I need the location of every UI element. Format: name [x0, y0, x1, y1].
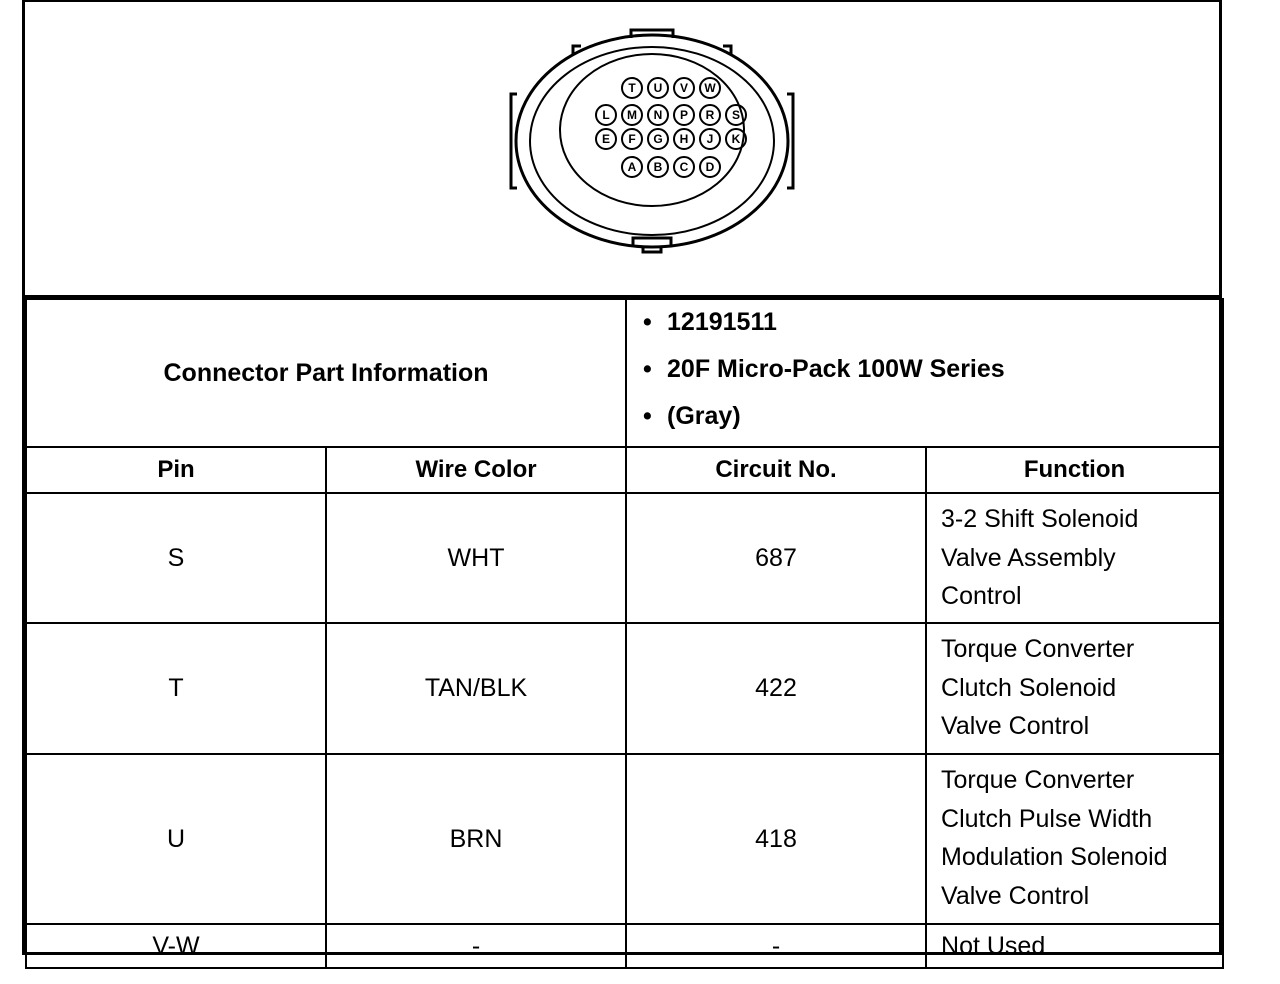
wire-color-cell: WHT: [326, 493, 626, 623]
function-line: Not Used: [941, 931, 1046, 960]
pin-cell: U: [26, 754, 326, 924]
pin-letter-f: F: [628, 132, 636, 146]
table-row: [26, 924, 1223, 968]
function-cell: [926, 924, 1223, 968]
function-line: 3-2 Shift Solenoid: [941, 505, 1139, 533]
function-line: Valve Control: [941, 712, 1090, 740]
pin-letter-a: A: [627, 160, 637, 174]
function-line: Clutch Pulse Width: [941, 804, 1153, 833]
table-row: [26, 623, 1223, 754]
pin-letter-w: W: [704, 81, 716, 95]
pin-letter-u: U: [653, 81, 663, 95]
wire-color-cell: TAN/BLK: [326, 623, 626, 754]
part-info-item: [643, 349, 1222, 396]
function-line: Clutch Solenoid: [941, 673, 1117, 702]
connector-face-drawing: [25, 2, 1222, 296]
pin-letter-s: S: [731, 108, 741, 122]
bullet-icon: •: [643, 308, 652, 336]
circuit-cell: 422: [626, 623, 926, 754]
circuit-cell: -: [626, 924, 926, 968]
header-wire-color: Wire Color: [326, 447, 626, 493]
connector-series: 20F Micro-Pack 100W Series: [667, 355, 1005, 383]
table-row: [26, 493, 1223, 623]
part-info-row: [26, 299, 1223, 447]
connector-diagram: [25, 2, 1219, 298]
pin-letter-v: V: [679, 81, 689, 95]
function-cell: [926, 623, 1223, 754]
pin-letter-h: H: [679, 132, 689, 146]
connector-outer-shell: [516, 35, 788, 247]
pin-cell: V-W: [26, 924, 326, 968]
pin-letter-p: P: [679, 108, 689, 122]
bullet-icon: •: [643, 402, 652, 430]
function-line: Valve Control: [941, 881, 1090, 910]
pin-letter-l: L: [602, 108, 610, 122]
wire-color-cell: BRN: [326, 754, 626, 924]
bullet-icon: •: [643, 355, 652, 383]
pin-letter-c: C: [679, 160, 689, 174]
part-info-item: [643, 302, 1222, 349]
function-line: Valve Assembly: [941, 543, 1116, 572]
pin-letter-n: N: [653, 108, 663, 122]
function-cell: [926, 754, 1223, 924]
header-pin: Pin: [26, 447, 326, 493]
connector-end-view-sheet: [22, 0, 1222, 960]
header-circuit-no: Circuit No.: [626, 447, 926, 493]
part-info-list: [643, 302, 1222, 443]
function-cell: [926, 493, 1223, 623]
pin-letter-t: T: [628, 81, 636, 95]
pin-letter-m: M: [627, 108, 637, 122]
part-info-item: [643, 396, 1222, 443]
pin-cell: S: [26, 493, 326, 623]
pin-letter-b: B: [653, 160, 663, 174]
pin-letter-d: D: [705, 160, 715, 174]
pinout-table: [25, 298, 1224, 969]
table-header-row: [26, 447, 1223, 493]
part-number: 12191511: [667, 308, 777, 336]
pin-letter-r: R: [705, 108, 715, 122]
function-line: Control: [941, 582, 1022, 610]
part-info-list-cell: [626, 299, 1223, 447]
pin-letter-e: E: [601, 132, 611, 146]
table-row: [26, 754, 1223, 924]
pin-letter-g: G: [653, 132, 663, 146]
wire-color-cell: -: [326, 924, 626, 968]
pin-letter-j: J: [706, 132, 714, 146]
pin-letter-k: K: [731, 132, 741, 146]
header-function: Function: [926, 447, 1223, 493]
function-line: Torque Converter: [941, 635, 1135, 663]
part-info-label: Connector Part Information: [26, 299, 626, 447]
pin-cell: T: [26, 623, 326, 754]
connector-color: (Gray): [667, 402, 741, 430]
circuit-cell: 687: [626, 493, 926, 623]
function-line: Torque Converter: [941, 766, 1135, 794]
circuit-cell: 418: [626, 754, 926, 924]
function-line: Modulation Solenoid: [941, 843, 1168, 871]
